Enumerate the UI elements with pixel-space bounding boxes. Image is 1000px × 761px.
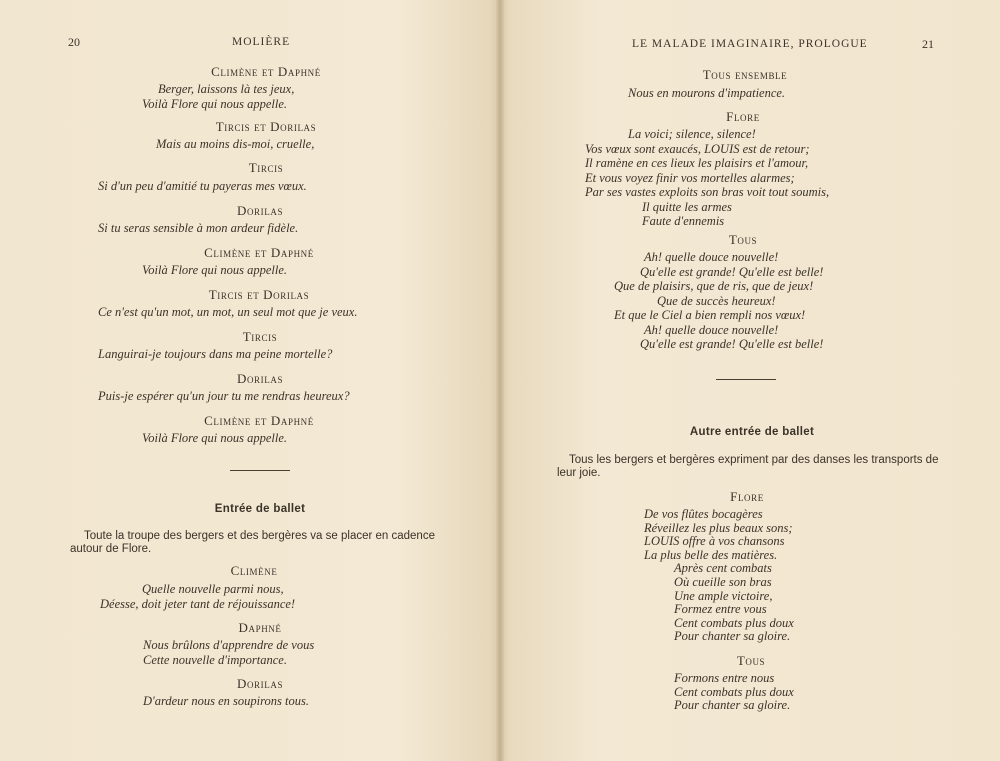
verse-line: Voilà Flore qui nous appelle.	[142, 263, 288, 277]
section-heading: Autre entrée de ballet	[689, 426, 815, 438]
speaker-name: Daphné	[238, 620, 282, 635]
speaker-name: Climène et Daphné	[204, 245, 314, 260]
page-number: 20	[68, 35, 80, 49]
speaker-name: Dorilas	[236, 676, 284, 691]
section-divider	[716, 379, 776, 380]
verse-block: Formons entre nous Cent combats plus doux Pour chanter sa gloire.	[674, 671, 794, 713]
speaker-name: Climène et Daphné	[204, 413, 314, 428]
speaker-name: Flore	[726, 109, 760, 124]
speaker-name: Tous ensemble	[702, 67, 788, 82]
stage-direction: Tous les bergers et bergères expriment par des danses les transports de leur joie.	[557, 454, 939, 479]
speaker-name: Climène et Daphné	[211, 64, 321, 79]
verse-line: Quelle nouvelle parmi nous, Déesse, doit jeter tant de réjouissance!	[100, 582, 296, 611]
verse-line: Ce n'est qu'un mot, un mot, un seul mot que je veux.	[98, 305, 358, 319]
verse-line: Voilà Flore qui nous appelle.	[142, 431, 288, 445]
left-page	[0, 0, 498, 761]
running-head: MOLIÈRE	[232, 36, 291, 48]
verse-block: La voici; silence, silence! Vos vœux sont exaucés, LOUIS est de retour; Il ramène en ces lieux les plaisirs et l'amour, Et vous voyez finir vos mortelles alarmes; Par ses vastes exploits son bras voit tout soumis, Il quitte les armes Faute d'ennemis	[585, 127, 830, 228]
verse-line: Nous en mourons d'impatience.	[628, 86, 786, 100]
speaker-name: Tircis	[248, 160, 284, 175]
page-number: 21	[922, 37, 934, 51]
speaker-name: Tous	[728, 232, 758, 247]
speaker-name: Tircis et Dorilas	[208, 287, 310, 302]
speaker-name: Flore	[730, 489, 764, 504]
right-page	[502, 0, 1000, 761]
speaker-name: Tous	[736, 653, 766, 668]
verse-line: Si tu seras sensible à mon ardeur fidèle.	[98, 221, 299, 235]
verse-line: Si d'un peu d'amitié tu payeras mes vœux.	[98, 179, 307, 193]
verse-block: Ah! quelle douce nouvelle! Qu'elle est grande! Qu'elle est belle! Que de plaisirs, que de ris, que de jeux! Que de succès heureux! Et que le Ciel a bien rempli nos vœux! Ah! quelle douce nouvelle! Qu'elle est grande! Qu'elle est belle!	[614, 250, 824, 351]
section-divider	[230, 470, 290, 471]
verse-line: Berger, laissons là tes jeux, Voilà Flore qui nous appelle.	[142, 82, 295, 111]
verse-line: Puis-je espérer qu'un jour tu me rendras heureux?	[98, 389, 350, 403]
speaker-name: Dorilas	[236, 203, 284, 218]
verse-line: D'ardeur nous en soupirons tous.	[143, 694, 309, 708]
stage-direction: Toute la troupe des bergers et des bergères va se placer en cadence autour de Flore.	[70, 530, 435, 555]
speaker-name: Dorilas	[236, 371, 284, 386]
speaker-name: Tircis	[242, 329, 278, 344]
section-heading: Entrée de ballet	[214, 503, 306, 515]
speaker-name: Tircis et Dorilas	[215, 119, 317, 134]
running-head: LE MALADE IMAGINAIRE, PROLOGUE	[632, 38, 868, 50]
verse-line: Languirai-je toujours dans ma peine mortelle?	[98, 347, 333, 361]
speaker-name: Climène	[230, 563, 278, 578]
verse-line: Mais au moins dis-moi, cruelle,	[156, 137, 315, 151]
verse-block: De vos flûtes bocagères Réveillez les plus beaux sons; LOUIS offre à vos chansons La plus belle des matières. Après cent combats Où cueille son bras Une ample victoire, Formez entre vous Cent combats plus doux Pour chanter sa gloire.	[644, 507, 794, 644]
verse-line: Nous brûlons d'apprendre de vous Cette nouvelle d'importance.	[143, 638, 315, 667]
